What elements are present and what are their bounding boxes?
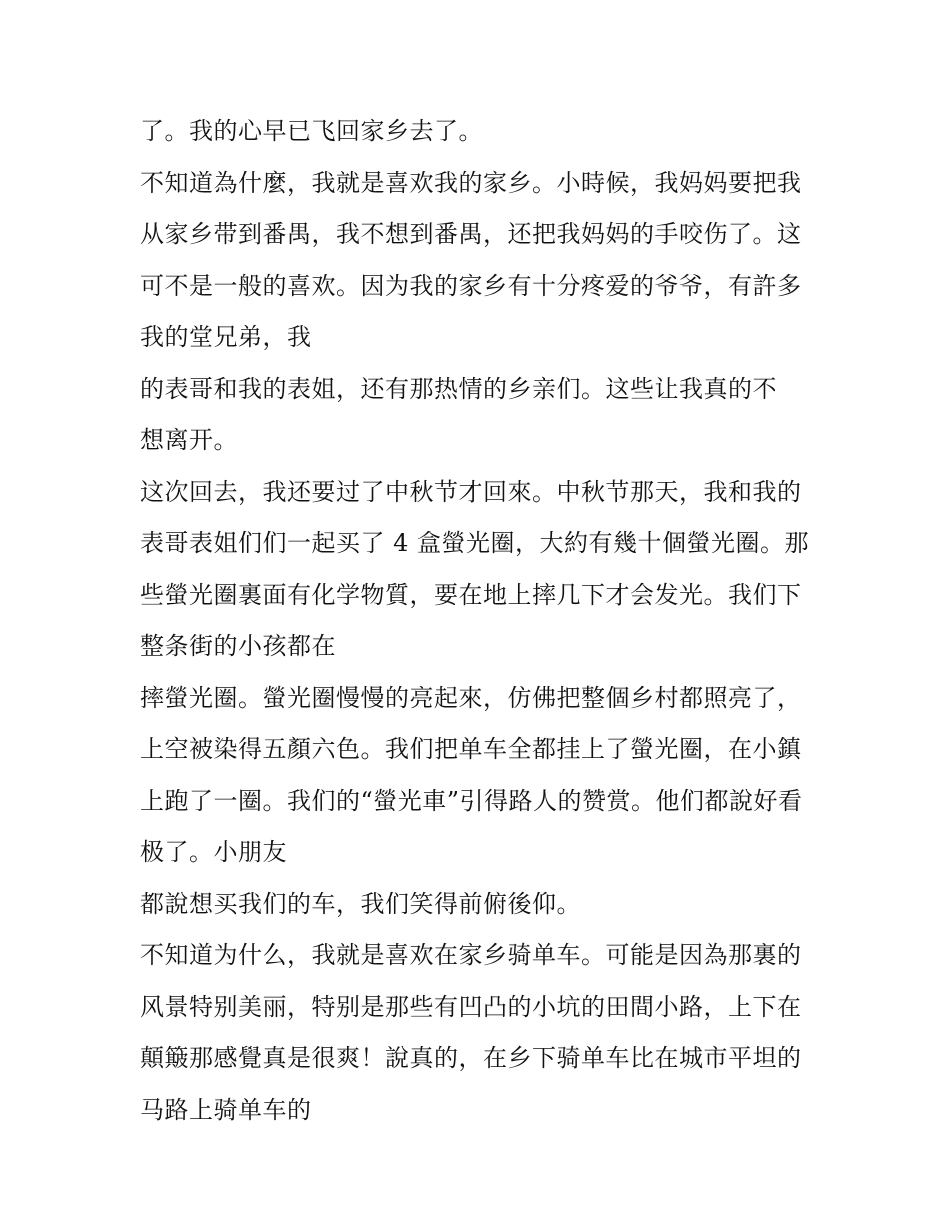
essay-text	[140, 106, 820, 1136]
text-line: 些螢光圈裏面有化学物質，要在地上摔几下才会发光。我们下	[140, 580, 802, 609]
text-line: 马路上骑单车的	[140, 1095, 312, 1124]
text-line: 的表哥和我的表姐，还有那热情的乡亲们。这些让我真的不	[140, 374, 777, 403]
text-line: 风景特别美丽，特别是那些有凹凸的小坑的田間小路，上下在	[140, 992, 802, 1021]
text-line: 我的堂兄弟，我	[140, 323, 312, 351]
text-line: 了。我的心早已飞回家乡去了。	[140, 117, 483, 145]
text-line: 极了。小朋友	[140, 838, 287, 866]
text-line: 整条街的小孩都在	[140, 632, 336, 660]
text-line: 不知道為什麼，我就是喜欢我的家乡。小時候，我妈妈要把我	[140, 168, 802, 197]
text-line: 想离开。	[140, 426, 238, 454]
text-line: 摔螢光圈。螢光圈慢慢的亮起來，仿佛把整個乡村都照亮了，	[140, 683, 802, 712]
text-line: 可不是一般的喜欢。因为我的家乡有十分疼爱的爷爷，有許多	[140, 271, 802, 300]
text-line: 不知道为什么，我就是喜欢在家乡骑单车。可能是因為那裏的	[140, 941, 802, 969]
text-line: 上空被染得五顏六色。我们把单车全都挂上了螢光圈，在小鎮	[140, 735, 802, 763]
text-line: 这次回去，我还要过了中秋节才回來。中秋节那天，我和我的	[140, 477, 802, 506]
text-line: 上跑了一圈。我们的“螢光車”引得路人的赞赏。他们都說好看	[140, 786, 803, 815]
text-line: 表哥表姐们们一起买了 4 盒螢光圈，大約有幾十個螢光圈。那	[140, 529, 810, 557]
text-line: 都說想买我们的车，我们笑得前俯後仰。	[140, 889, 581, 918]
text-line: 顛簸那感覺真是很爽！說真的，在乡下骑单车比在城市平坦的	[140, 1044, 802, 1072]
text-line: 从家乡带到番禺，我不想到番禺，还把我妈妈的手咬伤了。这	[140, 220, 802, 248]
